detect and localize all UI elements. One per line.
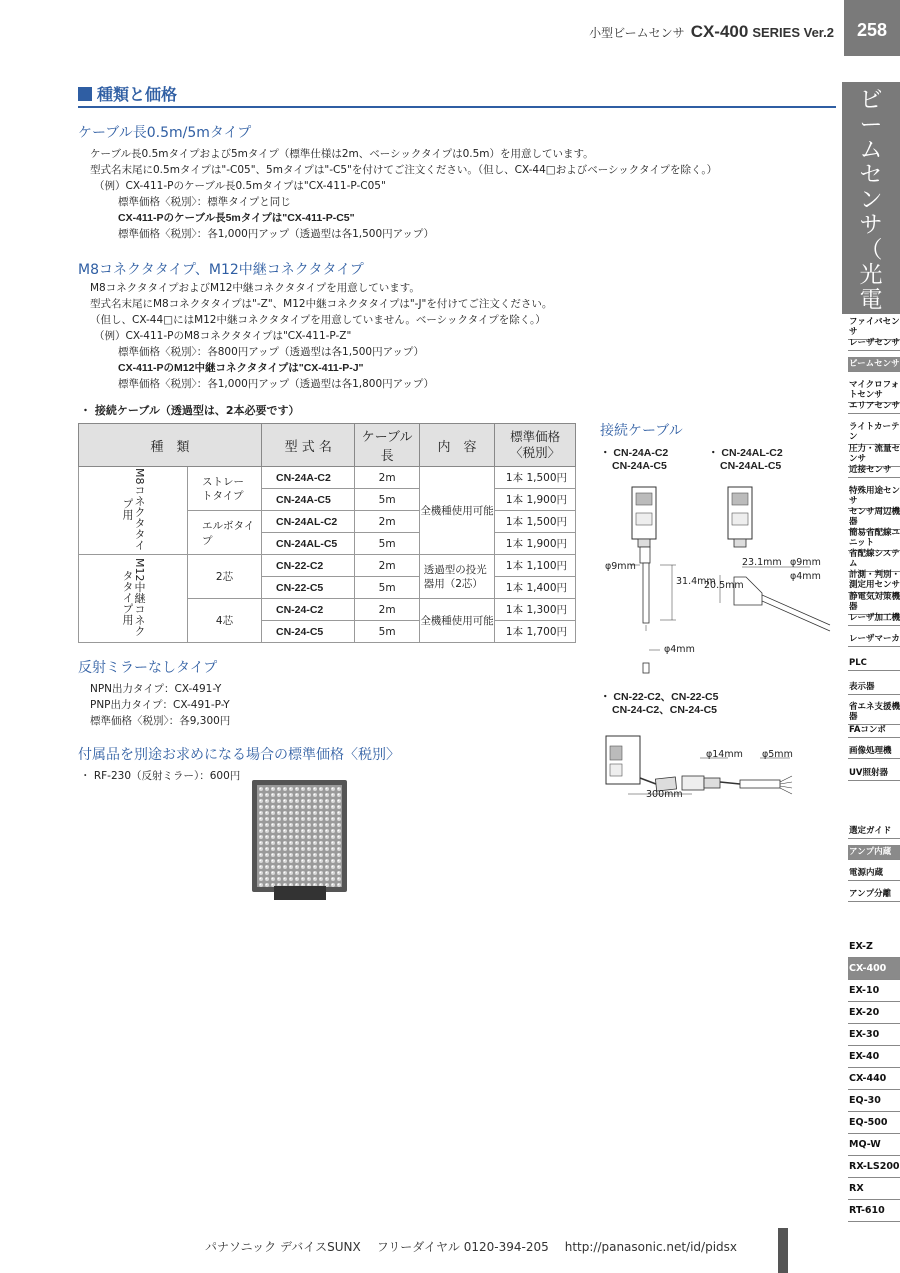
nav-item[interactable]: PLC [848, 656, 900, 671]
accessory-item: ・ RF-230（反射ミラー）：600円 [80, 770, 241, 782]
price-cell: 1本 1,900円 [495, 533, 576, 555]
diagram-label: ・ CN-22-C2、CN-22-C5 CN-24-C2、CN-24-C5 [600, 691, 719, 716]
dimension-label: 20.5mm [704, 580, 744, 591]
length-cell: 5m [355, 621, 419, 643]
dimension-label: 31.4mm [676, 576, 716, 587]
nav-item[interactable]: 特殊用途センサ [848, 484, 900, 509]
text-line: CX-411-PのM12中継コネクタタイプは"CX-411-P-J" [118, 362, 364, 374]
text-line: （例）CX-411-PのM8コネクタタイプは"CX-411-P-Z" [94, 330, 352, 342]
text-line: 標準価格〈税別〉：各1,000円アップ（透過型は各1,800円アップ） [118, 378, 435, 390]
text-line: 標準価格〈税別〉：各800円アップ（透過型は各1,500円アップ） [118, 346, 424, 358]
text-line: CX-411-Pのケーブル長5mタイプは"CX-411-P-C5" [118, 212, 355, 224]
m12-cable-diagram [600, 726, 800, 806]
price-cell: 1本 1,500円 [495, 511, 576, 533]
price-cell: 1本 1,700円 [495, 621, 576, 643]
text-line: PNP出力タイプ：CX-491-P-Y [90, 699, 230, 711]
footer-company: パナソニック デバイスSUNX [205, 1240, 361, 1254]
nav-item[interactable]: 省エネ支援機器 [848, 700, 900, 725]
sub-type-cell: ストレートタイプ [188, 467, 262, 511]
header-category: 小型ビームセンサ [589, 26, 685, 40]
footer-url[interactable]: http://panasonic.net/id/pidsx [564, 1240, 738, 1254]
header-title [589, 22, 834, 42]
dimension-label: φ4mm [664, 644, 695, 655]
text-line: M8コネクタタイプおよびM12中継コネクタタイプを用意しています。 [90, 282, 420, 294]
model-code-cell: CN-24A-C2 [262, 467, 355, 489]
nav-item[interactable]: 選定ガイド [848, 824, 900, 839]
content-cell: 全機種使用可能 [419, 599, 495, 643]
text-line: NPN出力タイプ：CX-491-Y [90, 683, 222, 695]
model-code-cell: CN-24-C5 [262, 621, 355, 643]
nav-item[interactable]: RX-LS200 [848, 1156, 900, 1178]
model-code-cell: CN-24-C2 [262, 599, 355, 621]
nav-item[interactable]: RX [848, 1178, 900, 1200]
sub-type-cell: エルボタイプ [188, 511, 262, 555]
nav-item[interactable]: CX-440 [848, 1068, 900, 1090]
nav-item[interactable]: EQ-30 [848, 1090, 900, 1112]
heading-square-icon [78, 87, 92, 101]
nav-item[interactable]: 近接センサ [848, 463, 900, 478]
dimension-label: φ9mm [790, 557, 821, 568]
price-cell: 1本 1,100円 [495, 555, 576, 577]
sub-type-cell: 2芯 [188, 555, 262, 599]
nav-item[interactable]: 画像処理機 [848, 744, 900, 759]
nav-item[interactable]: センサ周辺機器 [848, 505, 900, 530]
table-row [79, 467, 576, 489]
model-code-cell: CN-22-C2 [262, 555, 355, 577]
connector-body [90, 280, 552, 392]
footer-bar [778, 1228, 788, 1273]
nav-item[interactable]: レーザセンサ [848, 336, 900, 351]
nav-item[interactable]: EX-30 [848, 1024, 900, 1046]
nav-item[interactable]: FAコンポ [848, 723, 900, 738]
nav-item[interactable]: 表示器 [848, 680, 900, 695]
nav-item[interactable]: 圧力・流量センサ [848, 442, 900, 467]
text-line: （但し、CX-44□にはM12中継コネクタタイプを用意していません。ベーシックタイプを除く。） [90, 314, 546, 326]
text-line: 標準価格〈税別〉：各9,300円 [90, 715, 231, 727]
dimension-label: φ14mm [706, 749, 743, 760]
nav-item[interactable]: アンプ内蔵 [848, 845, 900, 860]
model-code-cell: CN-24AL-C5 [262, 533, 355, 555]
section-title-text: 種類と価格 [97, 85, 178, 104]
nav-item[interactable]: UV照射器 [848, 766, 900, 781]
header-cell: 種 類 [79, 424, 262, 467]
connector-title: M8コネクタタイプ、M12中継コネクタタイプ [78, 262, 364, 278]
text-line: 型式名末尾に0.5mタイプは"-C05"、5mタイプは"-C5"を付けてご注文ください。（但し、CX-44□およびベーシックタイプを除く。） [90, 164, 718, 176]
footer [205, 1238, 753, 1255]
text-line: （例）CX-411-Pのケーブル長0.5mタイプは"CX-411-P-C05" [94, 180, 386, 192]
nav-item[interactable]: レーザ加工機 [848, 611, 900, 626]
cable-price-table [78, 423, 576, 643]
length-cell: 2m [355, 555, 419, 577]
dimension-label: 300mm [646, 789, 683, 800]
content-cell: 全機種使用可能 [419, 467, 495, 555]
reflector-mirror-image [252, 780, 347, 902]
header-cell: 標準価格〈税別〉 [495, 424, 576, 467]
table-header-row [79, 424, 576, 467]
group-cell-m12: M12中継コネクタタイプ用 [79, 555, 188, 643]
diagram-title: 接続ケーブル [600, 423, 683, 439]
cable-length-title: ケーブル長0.5m/5mタイプ [78, 125, 252, 141]
text-line: 標準価格〈税別〉：各1,000円アップ（透過型は各1,500円アップ） [118, 228, 435, 240]
length-cell: 2m [355, 467, 419, 489]
nav-item[interactable]: MQ-W [848, 1134, 900, 1156]
nav-item[interactable]: CX-400 [848, 958, 900, 980]
nav-item[interactable]: ファイバセンサ [848, 315, 900, 340]
dimension-label: φ9mm [605, 561, 636, 572]
nav-item[interactable]: 簡易省配線ユニット [848, 526, 900, 551]
nav-item[interactable]: EQ-500 [848, 1112, 900, 1134]
accessory-title: 付属品を別途お求めになる場合の標準価格〈税別〉 [78, 747, 400, 763]
nav-item[interactable]: ビームセンサ [848, 357, 900, 372]
sub-type-cell: 4芯 [188, 599, 262, 643]
diagram-label: ・ CN-24AL-C2 CN-24AL-C5 [708, 447, 783, 472]
nav-item[interactable]: 静電気対策機器 [848, 590, 900, 615]
header-cell: 内 容 [419, 424, 495, 467]
table-caption: ・ 接続ケーブル（透過型は、2本必要です） [80, 404, 300, 417]
side-category-label: ビ ー ム セ ン サ （ 光 電 [859, 87, 883, 313]
diagram-label: ・ CN-24A-C2 CN-24A-C5 [600, 447, 669, 472]
table-row [79, 555, 576, 577]
price-cell: 1本 1,500円 [495, 467, 576, 489]
nav-item[interactable]: ライトカーテン [848, 420, 900, 445]
header-model: CX-400 [690, 22, 749, 41]
price-cell: 1本 1,400円 [495, 577, 576, 599]
nav-item[interactable]: EX-10 [848, 980, 900, 1002]
length-cell: 5m [355, 577, 419, 599]
footer-phone: フリーダイヤル 0120-394-205 [376, 1240, 549, 1254]
nav-item[interactable]: 電源内蔵 [848, 866, 900, 881]
length-cell: 5m [355, 533, 419, 555]
section-heading [78, 82, 836, 108]
text-line: 標準価格〈税別〉：標準タイプと同じ [118, 196, 291, 208]
nav-item[interactable]: エリアセンサ [848, 399, 900, 414]
nav-item[interactable]: EX-20 [848, 1002, 900, 1024]
model-code-cell: CN-24AL-C2 [262, 511, 355, 533]
cable-length-body [90, 146, 717, 242]
length-cell: 2m [355, 511, 419, 533]
text-line: 型式名末尾にM8コネクタタイプは"-Z"、M12中継コネクタタイプは"-J"を付けてご注文ください。 [90, 298, 553, 310]
nav-item[interactable]: RT-610 [848, 1200, 900, 1222]
no-mirror-title: 反射ミラーなしタイプ [78, 660, 218, 676]
dimension-label: 23.1mm [742, 557, 782, 568]
nav-item[interactable]: EX-Z [848, 936, 900, 958]
group-cell-m8: M8コネクタタイプ用 [79, 467, 188, 555]
nav-item[interactable]: レーザマーカ [848, 632, 900, 647]
length-cell: 2m [355, 599, 419, 621]
header-series: SERIES Ver.2 [752, 25, 834, 40]
header-cell: ケーブル長 [355, 424, 419, 467]
dimension-label: φ5mm [762, 749, 793, 760]
dimension-label: φ4mm [790, 571, 821, 582]
nav-item[interactable]: アンプ分離 [848, 887, 900, 902]
text-line: ケーブル長0.5mタイプおよび5mタイプ（標準仕様は2m、ベーシックタイプは0.5m）を用意しています。 [90, 148, 594, 160]
nav-item[interactable]: 計測・判別・測定用センサ [848, 568, 900, 593]
nav-item[interactable]: EX-40 [848, 1046, 900, 1068]
length-cell: 5m [355, 489, 419, 511]
page-number: 258 [844, 0, 900, 56]
price-cell: 1本 1,900円 [495, 489, 576, 511]
no-mirror-body [90, 681, 230, 729]
nav-item[interactable]: 省配線システム [848, 547, 900, 572]
model-code-cell: CN-24A-C5 [262, 489, 355, 511]
model-code-cell: CN-22-C5 [262, 577, 355, 599]
nav-item[interactable]: マイクロフォトセンサ [848, 378, 900, 403]
content-cell: 透過型の投光器用（2芯） [419, 555, 495, 599]
header-cell: 型 式 名 [262, 424, 355, 467]
price-cell: 1本 1,300円 [495, 599, 576, 621]
